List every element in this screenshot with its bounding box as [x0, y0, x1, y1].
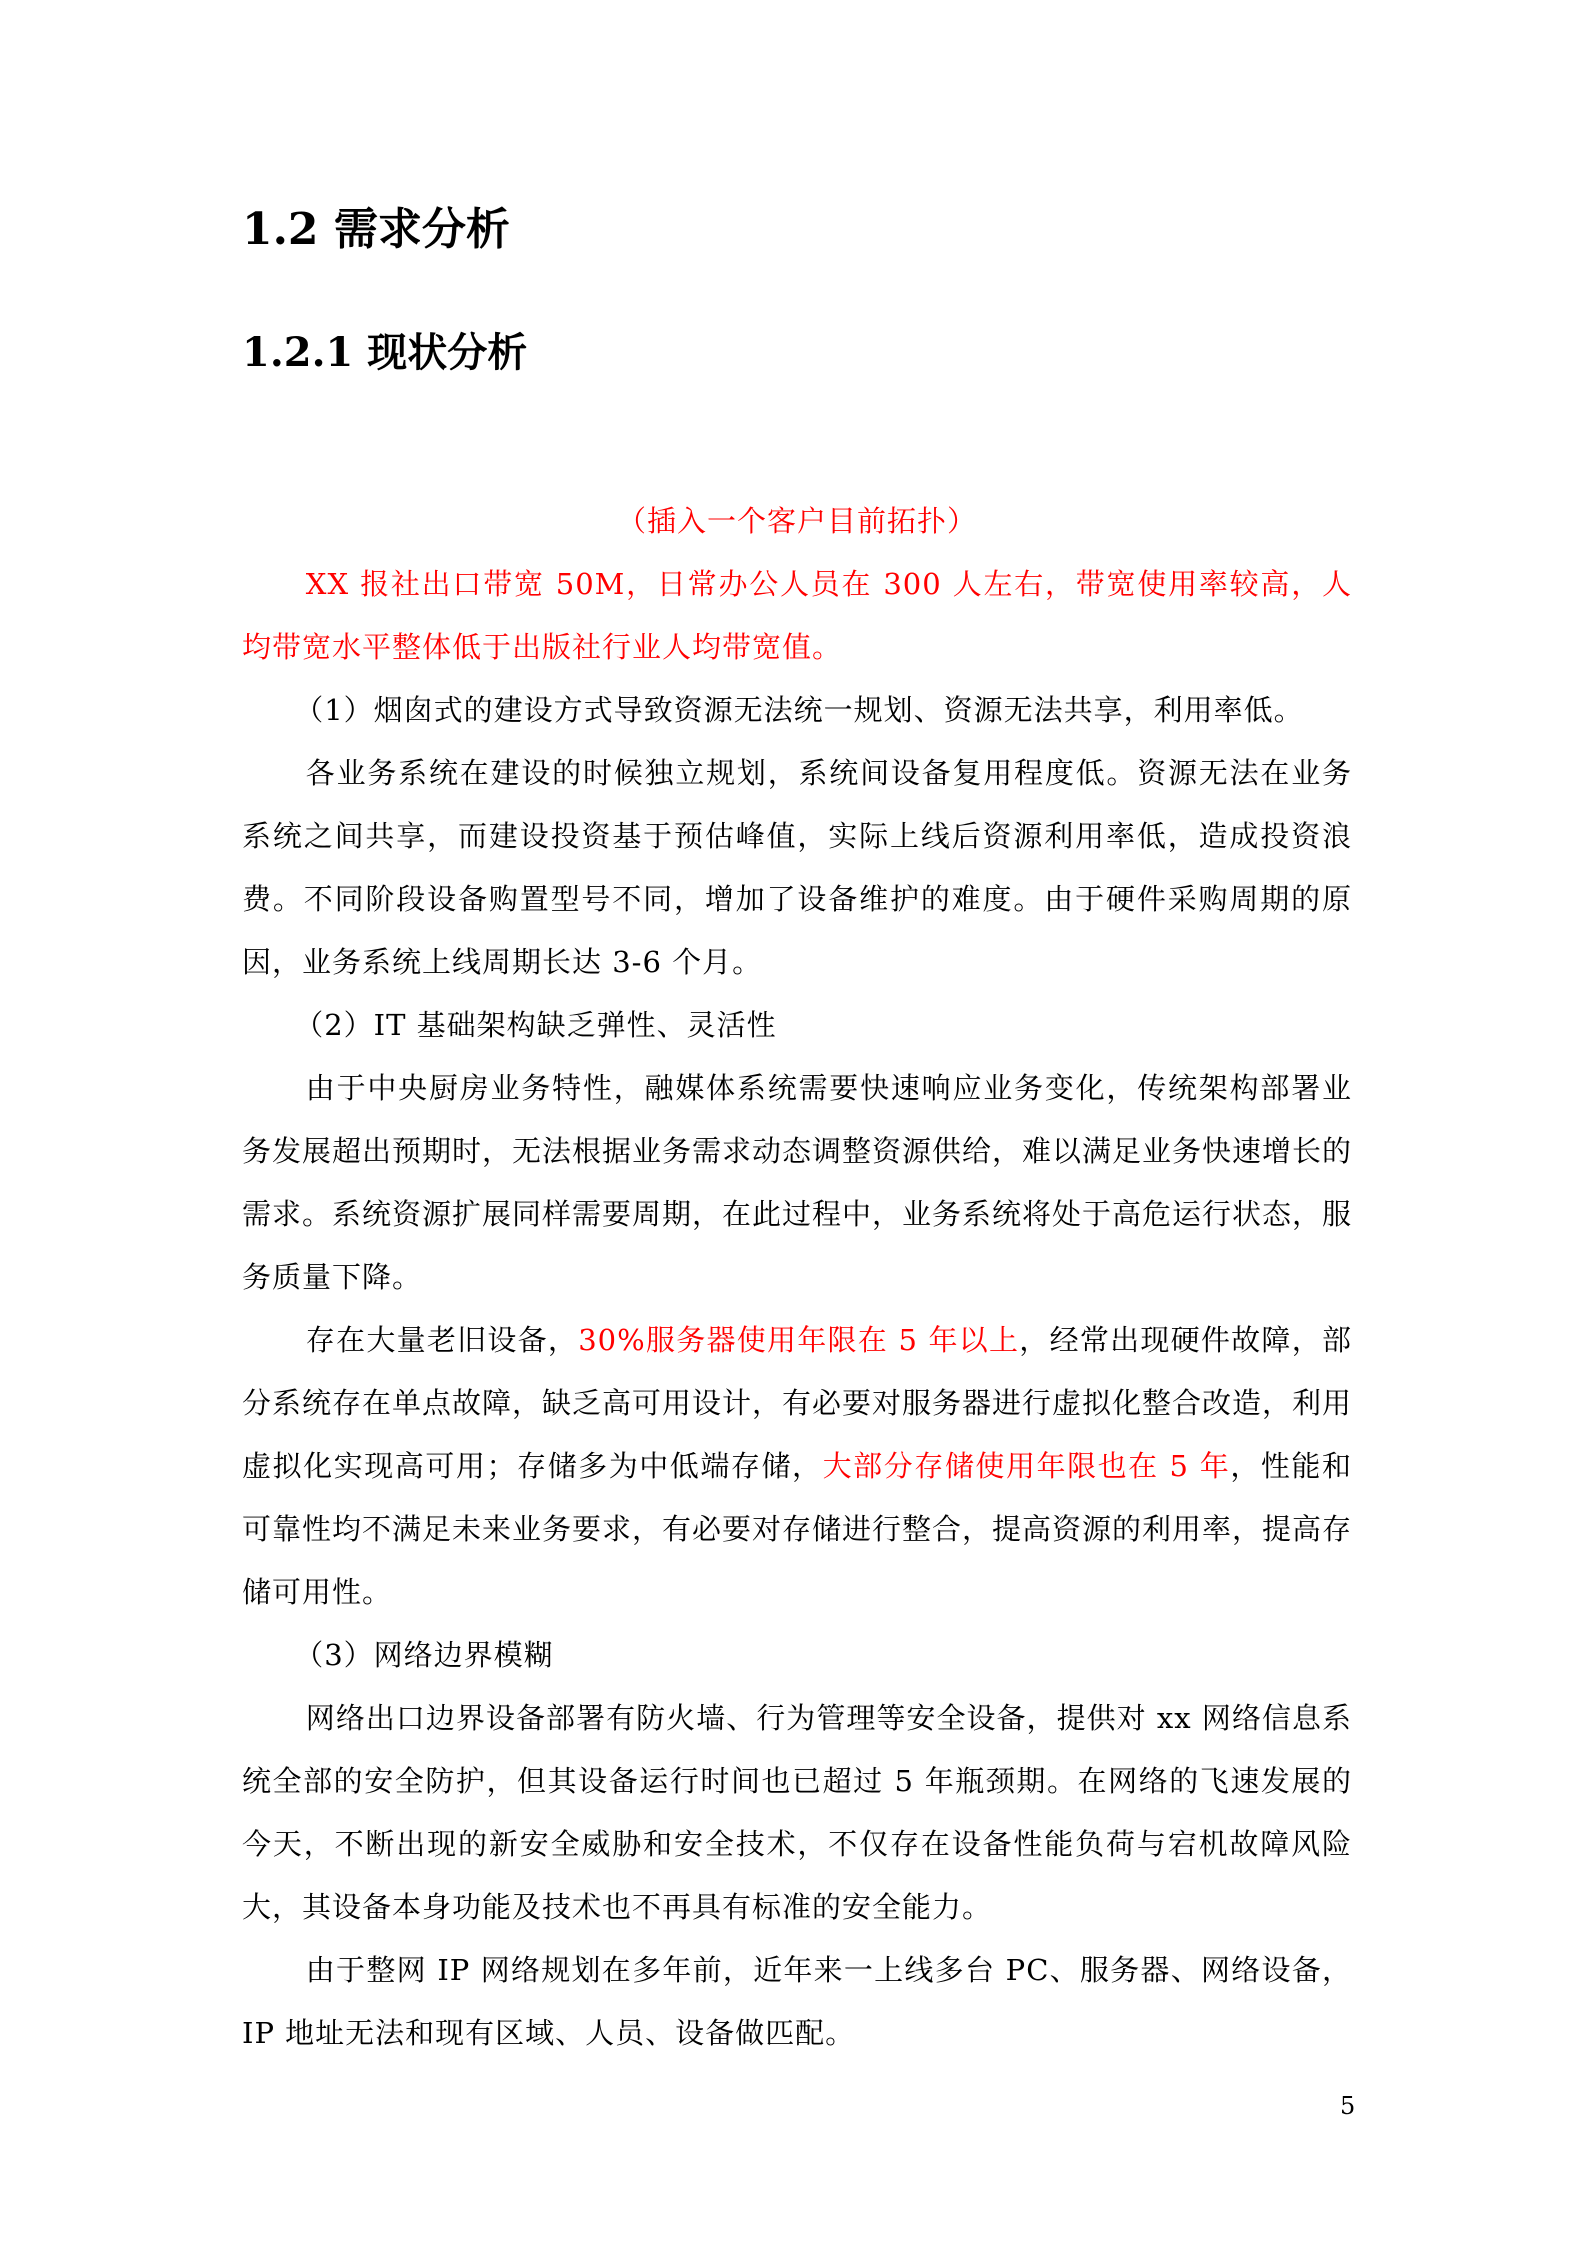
document-body	[242, 490, 1352, 2065]
topology-placeholder-note	[242, 490, 1352, 553]
highlighted-text: 30%服务器使用年限在 5 年以上	[578, 1323, 1020, 1357]
paragraph	[242, 1939, 1352, 2065]
text-segment: 网络出口边界设备部署有防火墙、行为管理等安全设备，提供对 xx 网络信息系统全部的安全防护，但其设备运行时间也已超过 5 年瓶颈期。在网络的飞速发展的今天，不断出现的新安全威胁和安全技术，不仅存在设备性能负荷与宕机故障风险大，其设备本身功能及技术也不再具有标准的安全能力。	[242, 1701, 1352, 1924]
text-segment: 存在大量老旧设备，	[305, 1323, 579, 1357]
highlighted-text: XX 报社出口带宽 50M，日常办公人员在 300 人左右，带宽使用率较高，人均带宽水平整体低于出版社行业人均带宽值。	[242, 567, 1352, 664]
text-segment: 各业务系统在建设的时候独立规划，系统间设备复用程度低。资源无法在业务系统之间共享，而建设投资基于预估峰值，实际上线后资源利用率低，造成投资浪费。不同阶段设备购置型号不同，增加了设备维护的难度。由于硬件采购周期的原因，业务系统上线周期长达 3-6 个月。	[242, 756, 1352, 979]
paragraph	[242, 553, 1352, 679]
highlighted-text: 大部分存储使用年限也在 5 年	[822, 1449, 1231, 1483]
section-heading: 1.2 需求分析	[242, 204, 510, 255]
subsection-heading: 1.2.1 现状分析	[242, 329, 528, 376]
text-segment: ，性能和可靠性均不满足未来业务要求，有必要对存储进行整合，提高资源的利用率，提高存储可用性。	[242, 1449, 1353, 1609]
text-segment: 由于整网 IP 网络规划在多年前，近年来一上线多台 PC、服务器、网络设备，IP 地址无法和现有区域、人员、设备做匹配。	[242, 1953, 1352, 2050]
paragraph	[242, 742, 1352, 994]
paragraph	[242, 994, 1352, 1057]
text-segment: （1）烟囱式的建设方式导致资源无法统一规划、资源无法共享，利用率低。	[294, 693, 1304, 727]
paragraph	[242, 1057, 1352, 1309]
highlighted-text: （插入一个客户目前拓扑）	[616, 504, 977, 538]
text-segment: ，经常出现硬件故障，部分系统存在单点故障，缺乏高可用设计，有必要对服务器进行虚拟化整合改造，利用虚拟化实现高可用；存储多为中低端存储，	[242, 1323, 1353, 1483]
text-segment: 由于中央厨房业务特性，融媒体系统需要快速响应业务变化，传统架构部署业务发展超出预期时，无法根据业务需求动态调整资源供给，难以满足业务快速增长的需求。系统资源扩展同样需要周期，在此过程中，业务系统将处于高危运行状态，服务质量下降。	[242, 1071, 1353, 1294]
paragraph	[242, 1624, 1352, 1687]
paragraph	[242, 679, 1352, 742]
text-segment: （3）网络边界模糊	[294, 1638, 554, 1672]
paragraph	[242, 1687, 1352, 1939]
page-number: 5	[1340, 2092, 1356, 2120]
text-segment: （2）IT 基础架构缺乏弹性、灵活性	[294, 1008, 777, 1042]
paragraph	[242, 1309, 1352, 1624]
